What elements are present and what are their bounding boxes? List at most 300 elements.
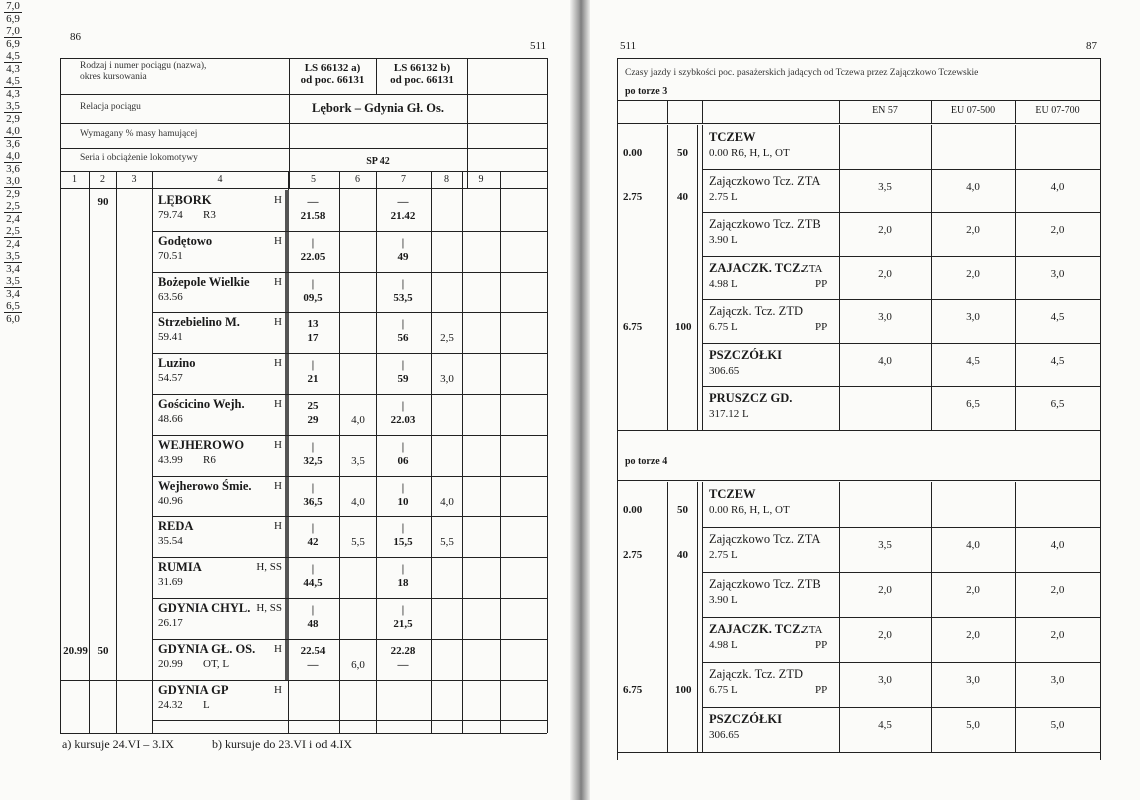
station-km: 63.56 [158, 290, 183, 303]
rule-h [60, 171, 547, 172]
label-brake: Wymagany % masy hamującej [80, 129, 198, 139]
train-b-arr: | [401, 359, 405, 372]
station-signal: H [274, 438, 282, 451]
train-b-dep: 53,5 [393, 291, 413, 304]
rule-v [462, 171, 463, 733]
train-b-arr: | [401, 236, 405, 249]
column-number: 1 [72, 174, 77, 185]
runtime: 6,5 [966, 398, 980, 410]
rule-v [116, 171, 117, 733]
rule-h [702, 386, 1100, 387]
rule-v [617, 58, 618, 760]
station-km: 70.51 [158, 249, 183, 262]
station-note: OT, L [203, 657, 230, 670]
column-train-type: EU 07-700 [1035, 105, 1080, 116]
speed-start: 90 [97, 196, 109, 208]
runtime: 2,0 [878, 629, 892, 641]
runtime-b [0, 150, 26, 175]
column-train-type: EN 57 [872, 105, 898, 116]
train-b-arr: | [401, 604, 405, 616]
train-a-number: LS 66132 a) [304, 62, 361, 74]
rule-h [702, 169, 1100, 170]
rule-h [702, 617, 1100, 618]
rule-v [1015, 100, 1016, 123]
fraction-top: 6,5 [6, 300, 20, 312]
runtime: 4,5 [1050, 311, 1065, 323]
track-label: po torze 4 [625, 456, 668, 467]
station-detail: 317.12 L [709, 408, 749, 420]
fraction-top: 3,5 [6, 250, 20, 262]
train-b-dep: 49 [397, 250, 409, 263]
train-a-arr: | [311, 481, 315, 494]
rule-v [667, 100, 668, 123]
fraction-top: 7,0 [6, 25, 20, 37]
fraction-bottom: 6,9 [6, 38, 20, 50]
station-name: ZAJACZK. TCZ. [709, 622, 804, 636]
rule-v [702, 100, 703, 123]
fraction-bottom: 2,9 [6, 188, 20, 200]
station-name: Godętowo [158, 233, 213, 248]
train-b-arr: 22.28 [390, 644, 416, 657]
station-pp: PP [815, 639, 828, 651]
train-a-arr: | [311, 522, 315, 535]
station-name: RUMIA [158, 560, 202, 575]
runtime-b [0, 75, 26, 100]
station-name: WEJHEROWO [158, 437, 245, 452]
station-km: 35.54 [158, 535, 183, 548]
rule-h [152, 476, 547, 477]
station-name: Wejherowo Śmie. [158, 478, 252, 493]
rule-h [60, 58, 547, 59]
runtime: 2,0 [878, 224, 892, 236]
footnote-a: a) kursuje 24.VI – 3.IX [62, 737, 174, 751]
runtime-b [0, 175, 26, 200]
fraction-bottom: 3,6 [6, 138, 20, 150]
runtime-a: 3,5 [351, 454, 365, 467]
rule-h [702, 343, 1100, 344]
rule-h [152, 272, 547, 273]
runtime: 4,0 [878, 354, 892, 367]
runtime: 2,0 [966, 224, 980, 236]
runtime: 3,0 [966, 311, 980, 323]
track-label: po torze 3 [625, 86, 668, 97]
rule-v [547, 58, 548, 733]
rule-v [500, 171, 501, 733]
relation-value: Lębork – Gdynia Gł. Os. [312, 101, 444, 115]
station-signal: H [274, 642, 282, 655]
rule-h [617, 430, 1100, 431]
speed: 100 [675, 684, 692, 696]
rule-v [339, 171, 340, 733]
train-b-arr: | [401, 481, 405, 494]
column-train-type: EU 07-500 [950, 105, 996, 116]
train-a-dep: 36,5 [303, 495, 323, 508]
station-name: Bożepole Wielkie [158, 274, 250, 289]
station-pp: PP [815, 321, 828, 333]
train-b-dep: 22.03 [390, 414, 416, 426]
station-signal: H [274, 683, 282, 696]
train-b-dep: 15,5 [393, 536, 413, 549]
speed: 50 [677, 504, 688, 516]
station-name: PSZCZÓŁKI [709, 712, 782, 726]
station-name: LĘBORK [158, 193, 212, 207]
train-a-arr: — [307, 196, 319, 208]
train-a-dep: 22.05 [300, 250, 326, 263]
rule-h [60, 188, 547, 189]
rule-v [667, 482, 668, 752]
station-note: L [203, 698, 210, 711]
rule-v [667, 125, 668, 430]
fraction-top: 4,5 [6, 75, 20, 87]
station-signal: H, SS [256, 602, 282, 614]
station-signal: H [274, 398, 282, 410]
train-a-dep: 32,5 [303, 454, 323, 467]
train-b-arr: — [397, 196, 409, 208]
station-name: Zajączk. Tcz. ZTD [709, 667, 803, 681]
station-km: 43.99 [158, 453, 183, 466]
station-name: GDYNIA GŁ. OS. [158, 641, 256, 656]
train-b-arr: | [401, 318, 405, 331]
station-name: Zajączk. Tcz. ZTD [709, 304, 803, 318]
station-detail: 3.90 L [709, 594, 738, 606]
speed: 40 [677, 190, 688, 203]
station-name: PSZCZÓŁKI [709, 347, 782, 362]
station-km: 59.41 [158, 331, 183, 344]
runtime-a [0, 125, 26, 150]
station-name: Luzino [158, 356, 196, 371]
right-page [583, 0, 1140, 800]
rule-h [152, 557, 547, 558]
runtime: 2,0 [1050, 629, 1065, 641]
train-a-arr: | [311, 604, 315, 616]
station-detail: 2.75 L [709, 549, 738, 561]
train-b-origin: od poc. 66131 [390, 74, 454, 86]
station-detail: 6.75 L [709, 321, 738, 333]
runtime-a [0, 200, 26, 225]
runtime: 4,0 [1050, 180, 1065, 193]
runtime: 2,0 [966, 267, 980, 280]
rule-v [60, 58, 61, 733]
station-name: PRUSZCZ GD. [709, 391, 793, 405]
column-number: 6 [355, 174, 360, 185]
fraction-bottom: 4,3 [6, 88, 20, 100]
loco-series: SP 42 [366, 156, 390, 167]
station-code: ZTA [802, 262, 823, 275]
station-km: 26.17 [158, 617, 183, 629]
runtime: 4,0 [966, 539, 980, 551]
rule-v [697, 482, 698, 752]
runtime-a: 4,0 [351, 495, 365, 508]
table-number: 511 [620, 40, 637, 52]
station-name: TCZEW [709, 130, 756, 144]
rule-h [152, 720, 547, 721]
station-name: GDYNIA CHYL. [158, 601, 251, 615]
label-loco: Seria i obciążenie lokomotywy [80, 153, 198, 163]
station-signal: H [274, 357, 282, 370]
train-a-arr: | [311, 440, 315, 453]
rule-h [60, 148, 547, 149]
rule-v [1100, 58, 1101, 760]
rule-h [617, 123, 1100, 124]
station-km: 54.57 [158, 372, 183, 385]
runtime-b: 2,5 [440, 332, 454, 345]
station-signal: H [274, 234, 282, 247]
rule-h [702, 707, 1100, 708]
rule-v [839, 100, 840, 123]
station-detail: 2.75 L [709, 190, 738, 203]
runtime: 3,0 [1050, 267, 1065, 280]
rule-h [60, 733, 547, 734]
km-total: 20.99 [63, 644, 88, 657]
page-number: 87 [1086, 40, 1097, 52]
train-a-arr: 25 [307, 400, 319, 412]
train-a-dep: 21.58 [300, 210, 326, 222]
train-a-dep: — [307, 658, 319, 671]
km: 0.00 [623, 147, 643, 159]
station-code: ZTA [802, 624, 823, 636]
runtime: 2,0 [1050, 224, 1065, 236]
fraction-top: 4,5 [6, 50, 20, 62]
station-km: 40.96 [158, 494, 183, 507]
runtime: 2,0 [878, 267, 892, 280]
rule-v [931, 100, 932, 123]
station-detail: 4.98 L [709, 277, 738, 290]
runtime: 6,5 [1050, 398, 1065, 410]
table-number: 511 [530, 40, 547, 52]
fraction-bottom: 2,9 [6, 113, 20, 125]
speed-end: 50 [97, 644, 109, 657]
rule-v [702, 125, 703, 430]
train-a-arr: | [311, 359, 315, 372]
station-km: 20.99 [158, 657, 183, 670]
fraction-bottom: 4,3 [6, 63, 20, 75]
train-b-number: LS 66132 b) [393, 62, 451, 74]
table-title: Czasy jazdy i szybkości poc. pasażerskich jadących od Tczewa przez Zajączkowo Tczewskie [625, 68, 979, 78]
station-signal: H, SS [256, 561, 282, 574]
station-detail: 0.00 R6, H, L, OT [709, 147, 790, 159]
column-number: 2 [100, 174, 105, 185]
rule-h [617, 480, 1100, 481]
column-number: 9 [478, 174, 484, 185]
runtime: 2,0 [966, 584, 980, 596]
station-detail: 6.75 L [709, 684, 738, 696]
fraction-bottom: 3,4 [6, 263, 20, 275]
station-pp: PP [815, 684, 828, 696]
runtime: 4,5 [878, 719, 892, 731]
station-detail: 4.98 L [709, 639, 738, 651]
train-b-dep: 10 [397, 495, 409, 508]
station-name: ZAJACZK. TCZ. [709, 260, 804, 275]
fraction-bottom: 3,4 [6, 288, 20, 300]
rule-h [617, 58, 1100, 59]
station-detail: 0.00 R6, H, L, OT [709, 504, 790, 516]
station-signal: H [274, 194, 282, 206]
station-detail: 3.90 L [709, 234, 738, 246]
rule-v [697, 125, 698, 430]
speed: 100 [675, 321, 692, 333]
train-b-dep: 21,5 [393, 618, 413, 630]
runtime-a [0, 0, 26, 25]
train-a-dep: 17 [307, 332, 319, 345]
runtime: 4,0 [966, 180, 980, 193]
rule-h [617, 752, 1100, 753]
train-a-arr: | [311, 563, 315, 576]
train-b-dep: 56 [397, 332, 409, 345]
train-b-dep: — [397, 658, 409, 671]
runtime-a: 4,0 [351, 414, 365, 426]
station-signal: H [274, 275, 282, 288]
train-a-dep: 21 [307, 373, 319, 386]
fraction-top: 3,5 [6, 275, 20, 287]
runtime: 3,0 [878, 674, 892, 686]
runtime-b: 3,0 [440, 373, 454, 386]
train-b-arr: | [401, 563, 405, 576]
train-a-dep: 42 [307, 536, 319, 549]
rule-h [152, 516, 547, 517]
train-a-origin: od poc. 66131 [300, 74, 365, 86]
runtime: 2,0 [966, 629, 980, 641]
fraction-top: 3,5 [6, 100, 20, 112]
runtime-b: 5,5 [440, 536, 454, 549]
rule-h [702, 299, 1100, 300]
runtime-b [0, 275, 26, 300]
label-train-type: Rodzaj i numer pociągu (nazwa), [80, 61, 207, 71]
station-name: Zajączkowo Tcz. ZTA [709, 532, 821, 546]
train-b-arr: | [401, 440, 405, 453]
runtime: 3,0 [878, 311, 892, 323]
rule-h [152, 231, 547, 232]
train-a-arr: 13 [307, 318, 319, 331]
rule-h [702, 662, 1100, 663]
runtime: 3,5 [878, 180, 892, 193]
label-relation: Relacja pociągu [80, 102, 141, 112]
fraction-top: 2,5 [6, 200, 20, 212]
station-note: R3 [203, 209, 216, 221]
station-signal: H [274, 316, 282, 329]
km: 2.75 [623, 190, 643, 203]
runtime: 2,0 [1050, 584, 1065, 596]
fraction-top: 2,5 [6, 225, 20, 237]
runtime-a [0, 100, 26, 125]
km: 6.75 [623, 684, 643, 696]
km: 2.75 [623, 549, 643, 561]
station-name: Zajączkowo Tcz. ZTA [709, 173, 821, 188]
column-number: 8 [444, 174, 449, 185]
train-b-arr: | [401, 400, 405, 412]
train-b-dep: 21.42 [390, 210, 416, 222]
station-km: 31.69 [158, 576, 183, 589]
rule-h [152, 353, 547, 354]
runtime: 3,0 [1050, 674, 1065, 686]
station-name: GDYNIA GP [158, 682, 229, 697]
station-name: TCZEW [709, 487, 756, 501]
station-name: Zajączkowo Tcz. ZTB [709, 217, 821, 231]
rule-h [152, 680, 547, 681]
train-b-dep: 18 [397, 577, 409, 590]
train-a-arr: | [311, 236, 315, 249]
rule-h [152, 312, 547, 313]
station-detail: 306.65 [709, 364, 740, 377]
runtime: 4,5 [1050, 354, 1065, 367]
fraction-top: 7,0 [6, 0, 20, 12]
fraction-bottom: 6,0 [6, 313, 20, 325]
train-b-dep: 59 [397, 373, 409, 386]
station-pp: PP [815, 277, 828, 290]
rule-h [702, 572, 1100, 573]
train-b-arr: | [401, 522, 405, 535]
runtime: 3,0 [966, 674, 980, 686]
km: 6.75 [623, 321, 643, 333]
book-gutter [570, 0, 590, 800]
station-km: 48.66 [158, 413, 183, 425]
runtime: 5,0 [966, 719, 980, 731]
train-a-arr: | [311, 277, 315, 290]
runtime: 4,5 [966, 354, 980, 367]
train-a-dep: 09,5 [303, 291, 323, 304]
runtime-b [0, 225, 26, 250]
column-number: 5 [311, 174, 316, 185]
page-number: 86 [70, 31, 81, 43]
station-km: 24.32 [158, 698, 183, 711]
column-number: 7 [401, 174, 406, 185]
station-name: REDA [158, 519, 194, 534]
runtime: 3,5 [878, 539, 892, 551]
station-name: Strzebielino M. [158, 315, 240, 330]
rule-h [60, 94, 547, 95]
station-detail: 306.65 [709, 729, 740, 741]
fraction-bottom: 2,4 [6, 213, 20, 225]
fraction-top: 4,0 [6, 125, 20, 137]
speed: 50 [677, 147, 688, 159]
label-period: okres kursowania [80, 72, 147, 82]
rule-h [702, 256, 1100, 257]
rule-h [152, 435, 547, 436]
fraction-top: 3,0 [6, 175, 20, 187]
footnote-b: b) kursuje do 23.VI i od 4.IX [212, 737, 352, 751]
station-name: Gościcino Wejh. [158, 397, 245, 411]
runtime-a: 5,5 [351, 536, 365, 549]
station-signal: H [274, 479, 282, 492]
column-number: 4 [217, 174, 223, 185]
rule-v [152, 188, 153, 733]
fraction-bottom: 3,6 [6, 163, 20, 175]
rule-h [60, 680, 152, 681]
train-a-dep: 29 [307, 414, 319, 426]
station-km: 79.74 [158, 209, 183, 221]
rule-v [431, 171, 432, 733]
column-number: 3 [131, 174, 137, 185]
rule-v [467, 58, 468, 188]
rule-h [702, 212, 1100, 213]
runtime-a: 6,0 [351, 658, 365, 671]
runtime: 4,0 [1050, 539, 1065, 551]
runtime-a [0, 50, 26, 75]
train-b-arr: | [401, 277, 405, 290]
runtime-b: 4,0 [440, 495, 454, 508]
station-name: Zajączkowo Tcz. ZTB [709, 577, 821, 591]
km: 0.00 [623, 504, 643, 516]
speed: 40 [677, 549, 688, 561]
train-a-dep: 48 [307, 618, 319, 630]
runtime-b [0, 25, 26, 50]
runtime: 5,0 [1050, 719, 1065, 731]
rule-h [152, 394, 547, 395]
runtime: 2,0 [878, 584, 892, 596]
rule-h [152, 598, 547, 599]
fraction-top: 4,0 [6, 150, 20, 162]
station-signal: H [274, 520, 282, 533]
runtime-a [0, 250, 26, 275]
